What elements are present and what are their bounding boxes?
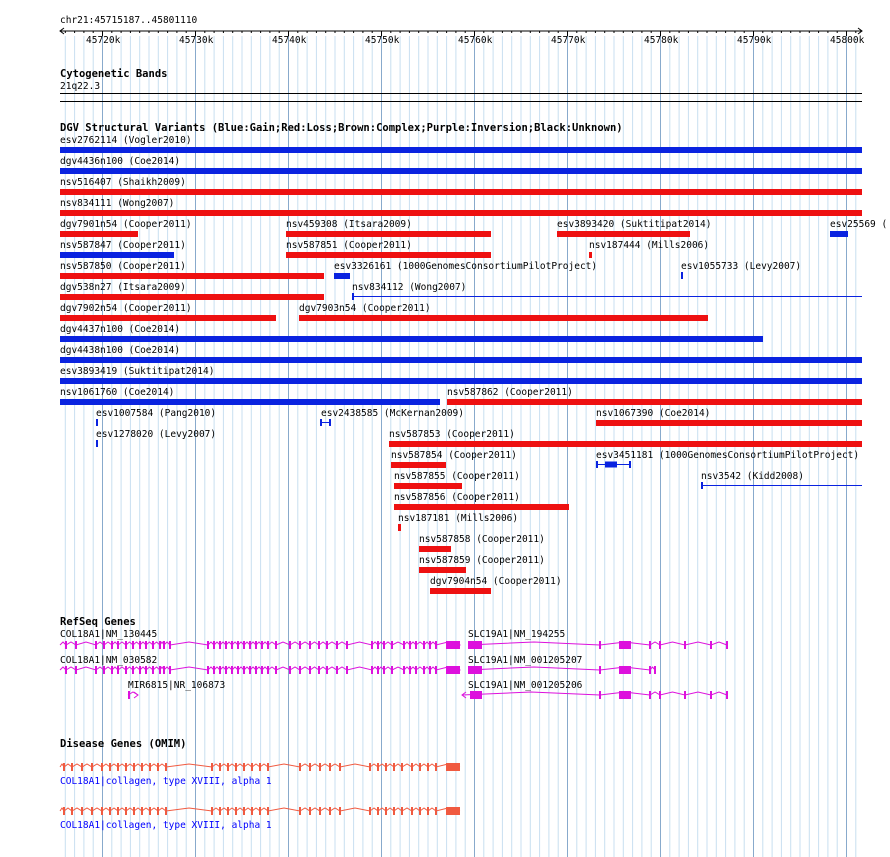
- variant-label[interactable]: nsv587855 (Cooper2011): [394, 471, 520, 482]
- variant-label[interactable]: dgv7902n54 (Cooper2011): [60, 303, 192, 314]
- variant-label[interactable]: esv2438585 (McKernan2009): [321, 408, 464, 419]
- variant-label[interactable]: dgv7901n54 (Cooper2011): [60, 219, 192, 230]
- gene-label[interactable]: SLC19A1|NM_001205206: [468, 680, 583, 691]
- exon-block: [91, 763, 93, 771]
- exon-block: [149, 807, 151, 815]
- exon-block: [726, 691, 728, 699]
- omim-gene-label[interactable]: COL18A1|collagen, type XVIII, alpha 1: [60, 776, 272, 787]
- exon-block: [726, 641, 728, 649]
- variant-label[interactable]: nsv459308 (Itsara2009): [286, 219, 412, 230]
- exon-block: [157, 807, 159, 815]
- variant-bar-loss[interactable]: [419, 546, 451, 552]
- exon-block: [259, 763, 261, 771]
- exon-block: [71, 763, 73, 771]
- gene-label[interactable]: MIR6815|NR_106873: [128, 680, 226, 691]
- variant-bar-gain[interactable]: [60, 357, 862, 363]
- exon-block: [468, 666, 482, 674]
- variant-label[interactable]: nsv1067390 (Coe2014): [596, 408, 711, 419]
- exon-block: [141, 807, 143, 815]
- exon-block: [63, 807, 65, 815]
- tick-label: 45720k: [86, 35, 121, 46]
- variant-label[interactable]: esv1007584 (Pang2010): [96, 408, 217, 419]
- exon-block: [235, 807, 237, 815]
- exon-block: [219, 763, 221, 771]
- exon-block: [393, 763, 395, 771]
- variant-label[interactable]: dgv4437n100 (Coe2014): [60, 324, 181, 335]
- variant-bar-loss[interactable]: [394, 483, 462, 489]
- tick-label: 45740k: [272, 35, 307, 46]
- variant-bar-loss[interactable]: [447, 399, 862, 405]
- variant-bar-gain-extended[interactable]: [352, 296, 862, 297]
- variant-label[interactable]: nsv587853 (Cooper2011): [389, 429, 515, 440]
- variant-label[interactable]: dgv538n27 (Itsara2009): [60, 282, 186, 293]
- variant-bar-gain[interactable]: [681, 272, 683, 279]
- exon-block: [339, 807, 341, 815]
- exon-block: [649, 691, 651, 699]
- exon-block: [101, 807, 103, 815]
- variant-bar-loss[interactable]: [419, 567, 466, 573]
- variant-bar-gain[interactable]: [96, 419, 98, 426]
- exon-block: [299, 763, 301, 771]
- variant-bar-gain[interactable]: [334, 273, 350, 279]
- tick-label: 45760k: [458, 35, 493, 46]
- variant-bar-gain[interactable]: [60, 378, 862, 384]
- exon-block: [411, 807, 413, 815]
- exon-block: [251, 763, 253, 771]
- exon-block: [619, 691, 631, 699]
- variant-bar-loss[interactable]: [60, 273, 324, 279]
- variant-bar-gain[interactable]: [96, 440, 98, 447]
- variant-label[interactable]: nsv587858 (Cooper2011): [419, 534, 545, 545]
- exon-block: [251, 807, 253, 815]
- exon-block: [369, 807, 371, 815]
- variant-bar-loss[interactable]: [60, 231, 138, 237]
- exon-block: [619, 666, 631, 674]
- variant-bar-gain[interactable]: [60, 252, 174, 258]
- exon-block: [125, 763, 127, 771]
- variant-label[interactable]: dgv4436n100 (Coe2014): [60, 156, 181, 167]
- exon-block: [211, 807, 213, 815]
- variant-label[interactable]: esv25569 (: [830, 219, 888, 230]
- cytoband-bar-bottom: [60, 101, 862, 102]
- exon-block: [109, 763, 111, 771]
- gene-label[interactable]: COL18A1|NM_030582: [60, 655, 158, 666]
- exon-block: [393, 807, 395, 815]
- exon-block: [411, 763, 413, 771]
- variant-label[interactable]: esv1055733 (Levy2007): [681, 261, 802, 272]
- exon-block: [385, 763, 387, 771]
- exon-block: [710, 641, 712, 649]
- exon-block: [319, 763, 321, 771]
- exon-block: [419, 807, 421, 815]
- variant-label[interactable]: nsv187444 (Mills2006): [589, 240, 710, 251]
- exon-block: [659, 641, 661, 649]
- exon-block: [91, 807, 93, 815]
- variant-bar-loss[interactable]: [391, 462, 446, 468]
- exon-block: [319, 807, 321, 815]
- exon-block: [267, 763, 269, 771]
- variant-bar-loss[interactable]: [60, 294, 324, 300]
- variant-label[interactable]: dgv7904n54 (Cooper2011): [430, 576, 562, 587]
- exon-block: [468, 641, 482, 649]
- exon-block: [446, 763, 460, 771]
- variant-label[interactable]: nsv834112 (Wong2007): [352, 282, 467, 293]
- variant-label[interactable]: nsv834111 (Wong2007): [60, 198, 175, 209]
- exon-block: [435, 763, 437, 771]
- exon-block: [259, 807, 261, 815]
- exon-block: [267, 807, 269, 815]
- exon-block: [659, 691, 661, 699]
- variant-bar-gain[interactable]: [60, 168, 862, 174]
- exon-block: [329, 807, 331, 815]
- exon-block: [309, 763, 311, 771]
- variant-bar-loss[interactable]: [60, 210, 862, 216]
- exon-block: [619, 641, 631, 649]
- variant-bar-gain[interactable]: [596, 460, 632, 469]
- variant-label[interactable]: nsv187181 (Mills2006): [398, 513, 519, 524]
- variant-label[interactable]: esv3893420 (Suktitipat2014): [557, 219, 712, 230]
- omim-gene-label[interactable]: COL18A1|collagen, type XVIII, alpha 1: [60, 820, 272, 831]
- variant-label[interactable]: nsv1061760 (Coe2014): [60, 387, 175, 398]
- dgv-track-title: DGV Structural Variants (Blue:Gain;Red:Loss;Brown:Complex;Purple:Inversion;Black:Unknown): [60, 122, 623, 134]
- variant-bar-loss[interactable]: [398, 524, 401, 531]
- variant-label[interactable]: esv3326161 (1000GenomesConsortiumPilotProject): [334, 261, 598, 272]
- exon-block: [427, 763, 429, 771]
- variant-label[interactable]: nsv587862 (Cooper2011): [447, 387, 573, 398]
- variant-bar-loss[interactable]: [589, 252, 592, 258]
- variant-bar-gain[interactable]: [60, 399, 440, 405]
- gene-model-slc19a1-nm001205207[interactable]: [0, 663, 890, 679]
- variant-bar-gain-extended[interactable]: [701, 485, 862, 486]
- intron-line: [468, 642, 727, 645]
- exon-block: [157, 763, 159, 771]
- exon-block: [401, 807, 403, 815]
- exon-block: [446, 807, 460, 815]
- exon-block: [101, 763, 103, 771]
- variant-bar-loss[interactable]: [389, 441, 862, 447]
- exon-block: [165, 807, 167, 815]
- exon-block: [649, 666, 651, 674]
- gene-label[interactable]: SLC19A1|NM_194255: [468, 629, 566, 640]
- variant-bar-loss[interactable]: [557, 231, 690, 237]
- exon-block: [243, 763, 245, 771]
- exon-block: [227, 763, 229, 771]
- omim-gene-model[interactable]: [0, 760, 890, 776]
- variant-label[interactable]: dgv4438n100 (Coe2014): [60, 345, 181, 356]
- exon-block: [235, 763, 237, 771]
- variant-label[interactable]: esv3893419 (Suktitipat2014): [60, 366, 215, 377]
- exon-block: [309, 807, 311, 815]
- variant-label[interactable]: nsv587850 (Cooper2011): [60, 261, 186, 272]
- cytoband-bar-top: [60, 93, 862, 94]
- exon-block: [684, 641, 686, 649]
- variant-bar-loss[interactable]: [430, 588, 491, 594]
- variant-bar-gain[interactable]: [60, 147, 862, 153]
- variant-bar-gain[interactable]: [320, 418, 334, 427]
- variant-label[interactable]: esv2762114 (Vogler2010): [60, 135, 192, 146]
- exon-block: [470, 691, 482, 699]
- exon-block: [133, 807, 135, 815]
- exon-block: [149, 763, 151, 771]
- gene-label[interactable]: COL18A1|NM_130445: [60, 629, 158, 640]
- tick-label: 45780k: [644, 35, 679, 46]
- variant-label[interactable]: esv3451181 (1000GenomesConsortiumPilotProject): [596, 450, 860, 461]
- gene-model-slc19a1-nm001205206[interactable]: [0, 688, 890, 704]
- variant-bar-loss[interactable]: [596, 420, 862, 426]
- exon-block: [329, 763, 331, 771]
- omim-track-title: Disease Genes (OMIM): [60, 738, 187, 750]
- gene-model-slc19a1-nm194255[interactable]: [0, 638, 890, 654]
- variant-label[interactable]: dgv7903n54 (Cooper2011): [299, 303, 431, 314]
- exon-block: [684, 691, 686, 699]
- exon-block: [211, 763, 213, 771]
- refseq-track-title: RefSeq Genes: [60, 616, 136, 628]
- tick-label: 45800k: [830, 35, 865, 46]
- variant-label[interactable]: nsv587854 (Cooper2011): [391, 450, 517, 461]
- exon-block: [401, 763, 403, 771]
- exon-block: [117, 807, 119, 815]
- exon-block: [117, 763, 119, 771]
- exon-block: [109, 807, 111, 815]
- cytoband-track-title: Cytogenetic Bands: [60, 68, 168, 80]
- tick-label: 45790k: [737, 35, 772, 46]
- exon-block: [81, 807, 83, 815]
- variant-bar-loss[interactable]: [60, 315, 276, 321]
- exon-block: [243, 807, 245, 815]
- exon-block: [435, 807, 437, 815]
- exon-block: [227, 807, 229, 815]
- exon-block: [299, 807, 301, 815]
- tick-label: 45730k: [179, 35, 214, 46]
- exon-block: [599, 691, 601, 699]
- exon-block: [339, 763, 341, 771]
- variant-bar-loss[interactable]: [286, 231, 491, 237]
- exon-block: [219, 807, 221, 815]
- exon-block: [419, 763, 421, 771]
- variant-bar-loss[interactable]: [394, 504, 569, 510]
- exon-block: [427, 807, 429, 815]
- variant-label[interactable]: nsv587859 (Cooper2011): [419, 555, 545, 566]
- exon-block: [377, 763, 379, 771]
- variant-label[interactable]: esv1278020 (Levy2007): [96, 429, 217, 440]
- exon-block: [599, 666, 601, 674]
- exon-block: [71, 807, 73, 815]
- exon-block: [141, 763, 143, 771]
- variant-bar-loss[interactable]: [299, 315, 708, 321]
- exon-block: [599, 641, 601, 649]
- variant-bar-loss[interactable]: [286, 252, 491, 258]
- exon-block: [377, 807, 379, 815]
- exon-block: [369, 763, 371, 771]
- variant-label[interactable]: nsv587847 (Cooper2011): [60, 240, 186, 251]
- variant-label[interactable]: nsv587851 (Cooper2011): [286, 240, 412, 251]
- variant-bar-gain[interactable]: [60, 336, 763, 342]
- exon-block: [125, 807, 127, 815]
- variant-bar-gain[interactable]: [830, 231, 848, 237]
- tick-label: 45750k: [365, 35, 400, 46]
- variant-label[interactable]: nsv516407 (Shaikh2009): [60, 177, 186, 188]
- variant-bar-loss[interactable]: [60, 189, 862, 195]
- exon-block: [654, 666, 656, 674]
- variant-label[interactable]: nsv3542 (Kidd2008): [701, 471, 804, 482]
- exon-block: [63, 763, 65, 771]
- variant-label[interactable]: nsv587856 (Cooper2011): [394, 492, 520, 503]
- exon-block: [81, 763, 83, 771]
- tick-label: 45770k: [551, 35, 586, 46]
- omim-gene-model[interactable]: [0, 804, 890, 820]
- intron-line: [462, 692, 727, 695]
- exon-block: [710, 691, 712, 699]
- region-label: chr21:45715187..45801110: [60, 15, 198, 26]
- gene-label[interactable]: SLC19A1|NM_001205207: [468, 655, 583, 666]
- cytoband-label: 21q22.3: [60, 81, 101, 92]
- exon-block: [649, 641, 651, 649]
- exon-block: [385, 807, 387, 815]
- exon-block: [165, 763, 167, 771]
- exon-block: [133, 763, 135, 771]
